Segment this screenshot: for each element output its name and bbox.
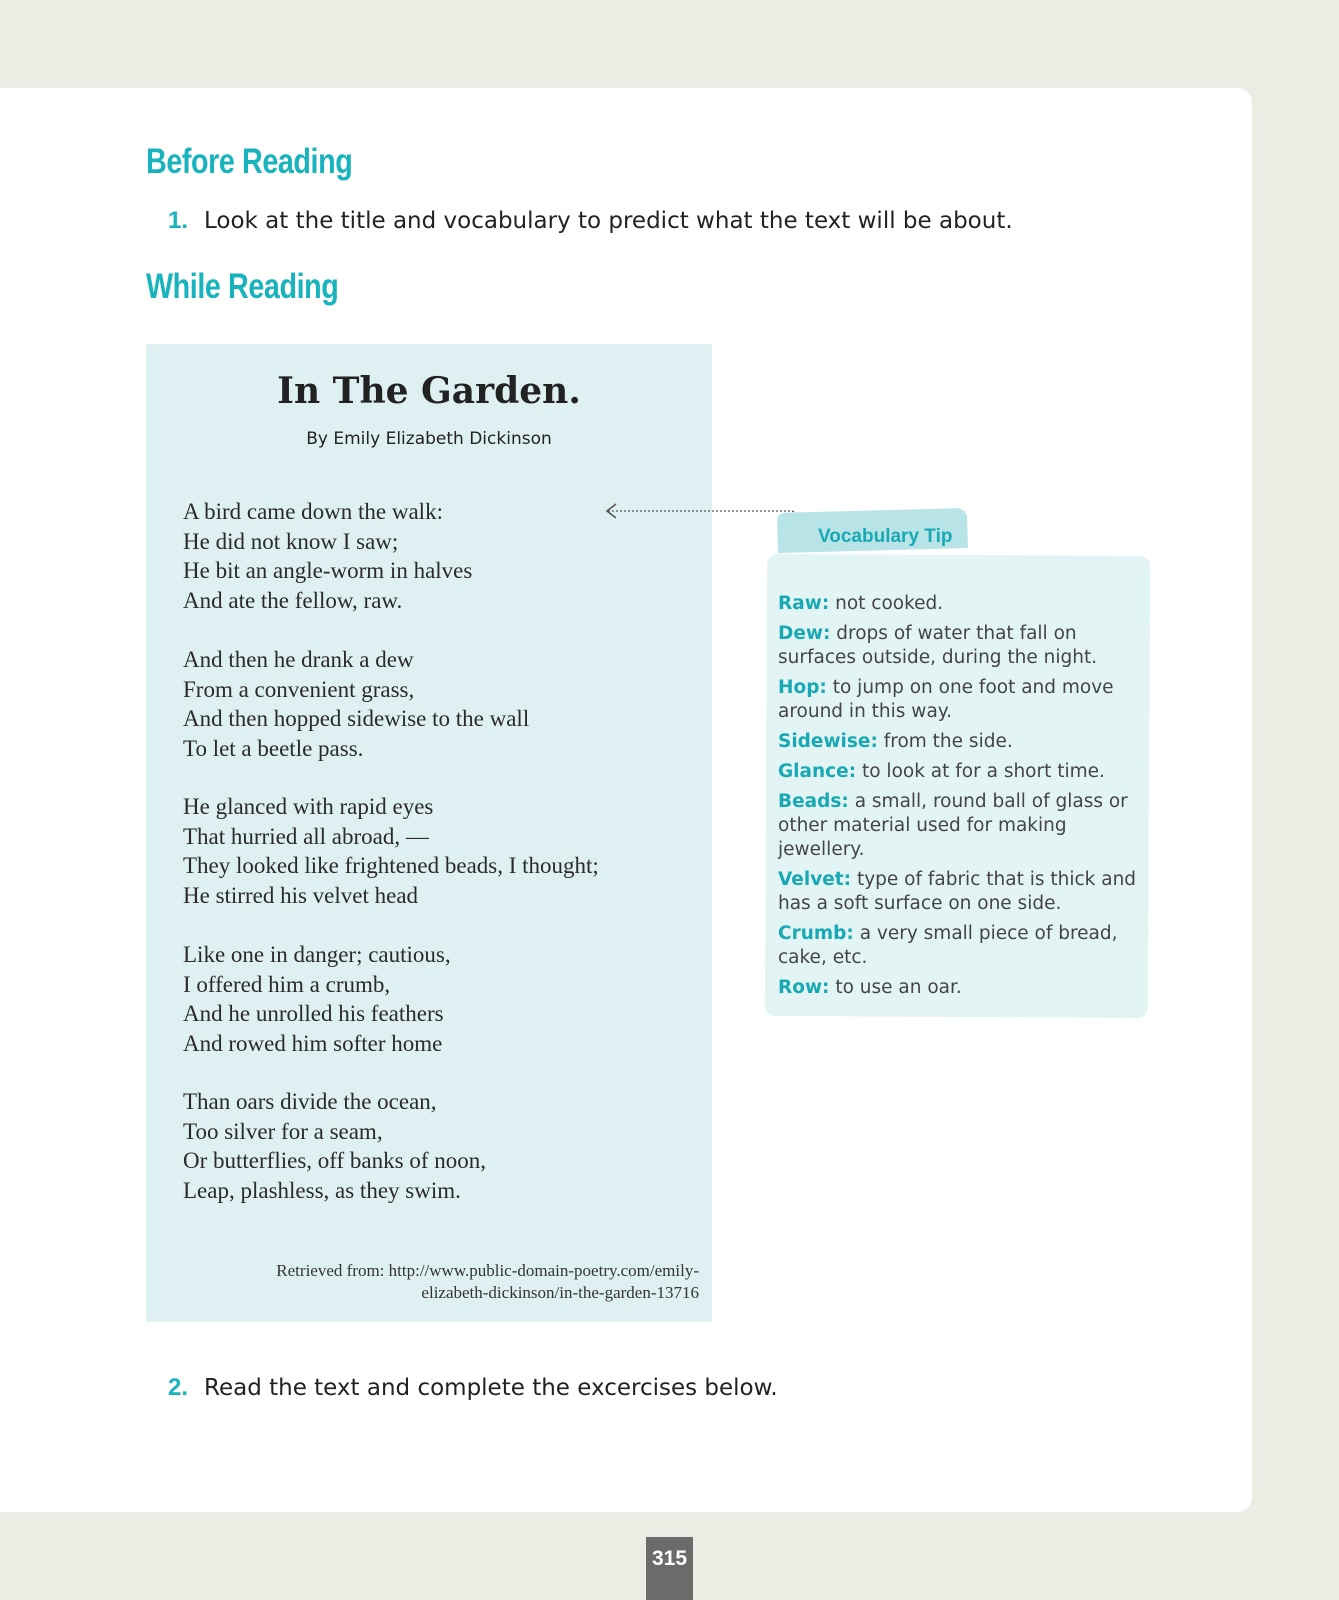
poem-stanza <box>183 497 472 616</box>
vocabulary-item <box>778 622 1143 670</box>
vocabulary-term: Row: <box>778 977 830 998</box>
instruction-number: 2. <box>168 1374 189 1401</box>
poem-line: He did not know I saw; <box>183 528 399 554</box>
poem-line: And then he drank a dew <box>183 647 414 672</box>
poem-line: He bit an angle-worm in halves <box>183 558 473 584</box>
vocabulary-term: Raw: <box>778 593 830 614</box>
before-reading-heading: Before Reading <box>146 142 353 181</box>
poem-author: By Emily Elizabeth Dickinson <box>306 429 552 449</box>
instruction-text: Read the text and complete the excercises below. <box>204 1375 778 1401</box>
poem-title: In The Garden. <box>277 370 581 412</box>
vocabulary-term: Beads: <box>778 791 849 812</box>
vocabulary-definition: a very small piece of bread, cake, etc. <box>778 923 1118 968</box>
instruction-2 <box>168 1374 778 1402</box>
poem-line: He stirred his velvet head <box>183 883 419 909</box>
vocabulary-item <box>778 922 1143 970</box>
page-number: 315 <box>646 1537 693 1600</box>
poem-line: And ate the fellow, raw. <box>183 588 403 614</box>
poem-line: And he unrolled his feathers <box>183 1001 444 1027</box>
poem-line: To let a beetle pass. <box>183 736 364 762</box>
vocabulary-term: Hop: <box>778 677 827 698</box>
poem-stanza <box>183 792 599 911</box>
vocabulary-term: Velvet: <box>778 869 852 890</box>
vocabulary-tip-label: Vocabulary Tip <box>818 526 953 547</box>
vocabulary-item <box>778 676 1143 724</box>
poem-stanza <box>183 940 451 1059</box>
poem-box <box>146 344 712 1322</box>
vocabulary-item <box>778 868 1143 916</box>
poem-line: From a convenient grass, <box>183 676 415 702</box>
vocabulary-definition: to jump on one foot and move around in this way. <box>778 677 1114 722</box>
instruction-text: Look at the title and vocabulary to predict what the text will be about. <box>204 208 1013 234</box>
poem-line: Or butterflies, off banks of noon, <box>183 1148 486 1174</box>
vocabulary-definition: from the side. <box>883 731 1013 752</box>
source-line: elizabeth-dickinson/in-the-garden-13716 <box>421 1283 699 1302</box>
poem-line: A bird came down the walk: <box>183 499 443 524</box>
vocabulary-definition: to use an oar. <box>835 977 962 998</box>
vocabulary-definition: drops of water that fall on surfaces outside, during the night. <box>778 623 1098 668</box>
poem-line: And rowed him softer home <box>183 1031 443 1057</box>
instruction-number: 1. <box>168 207 189 234</box>
poem-line: Leap, plashless, as they swim. <box>183 1178 461 1204</box>
poem-line: Than oars divide the ocean, <box>183 1089 437 1114</box>
vocabulary-term: Sidewise: <box>778 731 878 752</box>
vocabulary-item <box>778 976 1143 1000</box>
vocabulary-item <box>778 760 1143 784</box>
poem-line: I offered him a crumb, <box>183 971 391 997</box>
poem-line: He glanced with rapid eyes <box>183 794 434 819</box>
vocabulary-term: Dew: <box>778 623 831 644</box>
poem-line: And then hopped sidewise to the wall <box>183 706 530 732</box>
source-line: Retrieved from: http://www.public-domain-poetry.com/emily- <box>276 1261 699 1280</box>
vocabulary-item <box>778 730 1143 754</box>
vocabulary-item <box>778 790 1143 862</box>
poem-stanza <box>183 1087 486 1206</box>
vocabulary-item <box>778 592 1143 616</box>
vocabulary-definition: a small, round ball of glass or other material used for making jewellery. <box>778 791 1128 860</box>
poem-line: Too silver for a seam, <box>183 1118 383 1144</box>
vocabulary-definition: to look at for a short time. <box>861 761 1105 782</box>
vocabulary-list <box>778 592 1143 1006</box>
poem-line: Like one in danger; cautious, <box>183 942 451 967</box>
vocabulary-definition: not cooked. <box>835 593 944 614</box>
poem-stanza <box>183 645 529 764</box>
poem-line: That hurried all abroad, — <box>183 823 429 849</box>
instruction-1 <box>168 207 1013 235</box>
vocabulary-term: Crumb: <box>778 923 854 944</box>
vocabulary-term: Glance: <box>778 761 857 782</box>
vocabulary-definition: type of fabric that is thick and has a soft surface on one side. <box>778 869 1137 914</box>
while-reading-heading: While Reading <box>146 267 339 306</box>
poem-source <box>219 1260 699 1304</box>
poem-line: They looked like frightened beads, I thought; <box>183 853 599 879</box>
